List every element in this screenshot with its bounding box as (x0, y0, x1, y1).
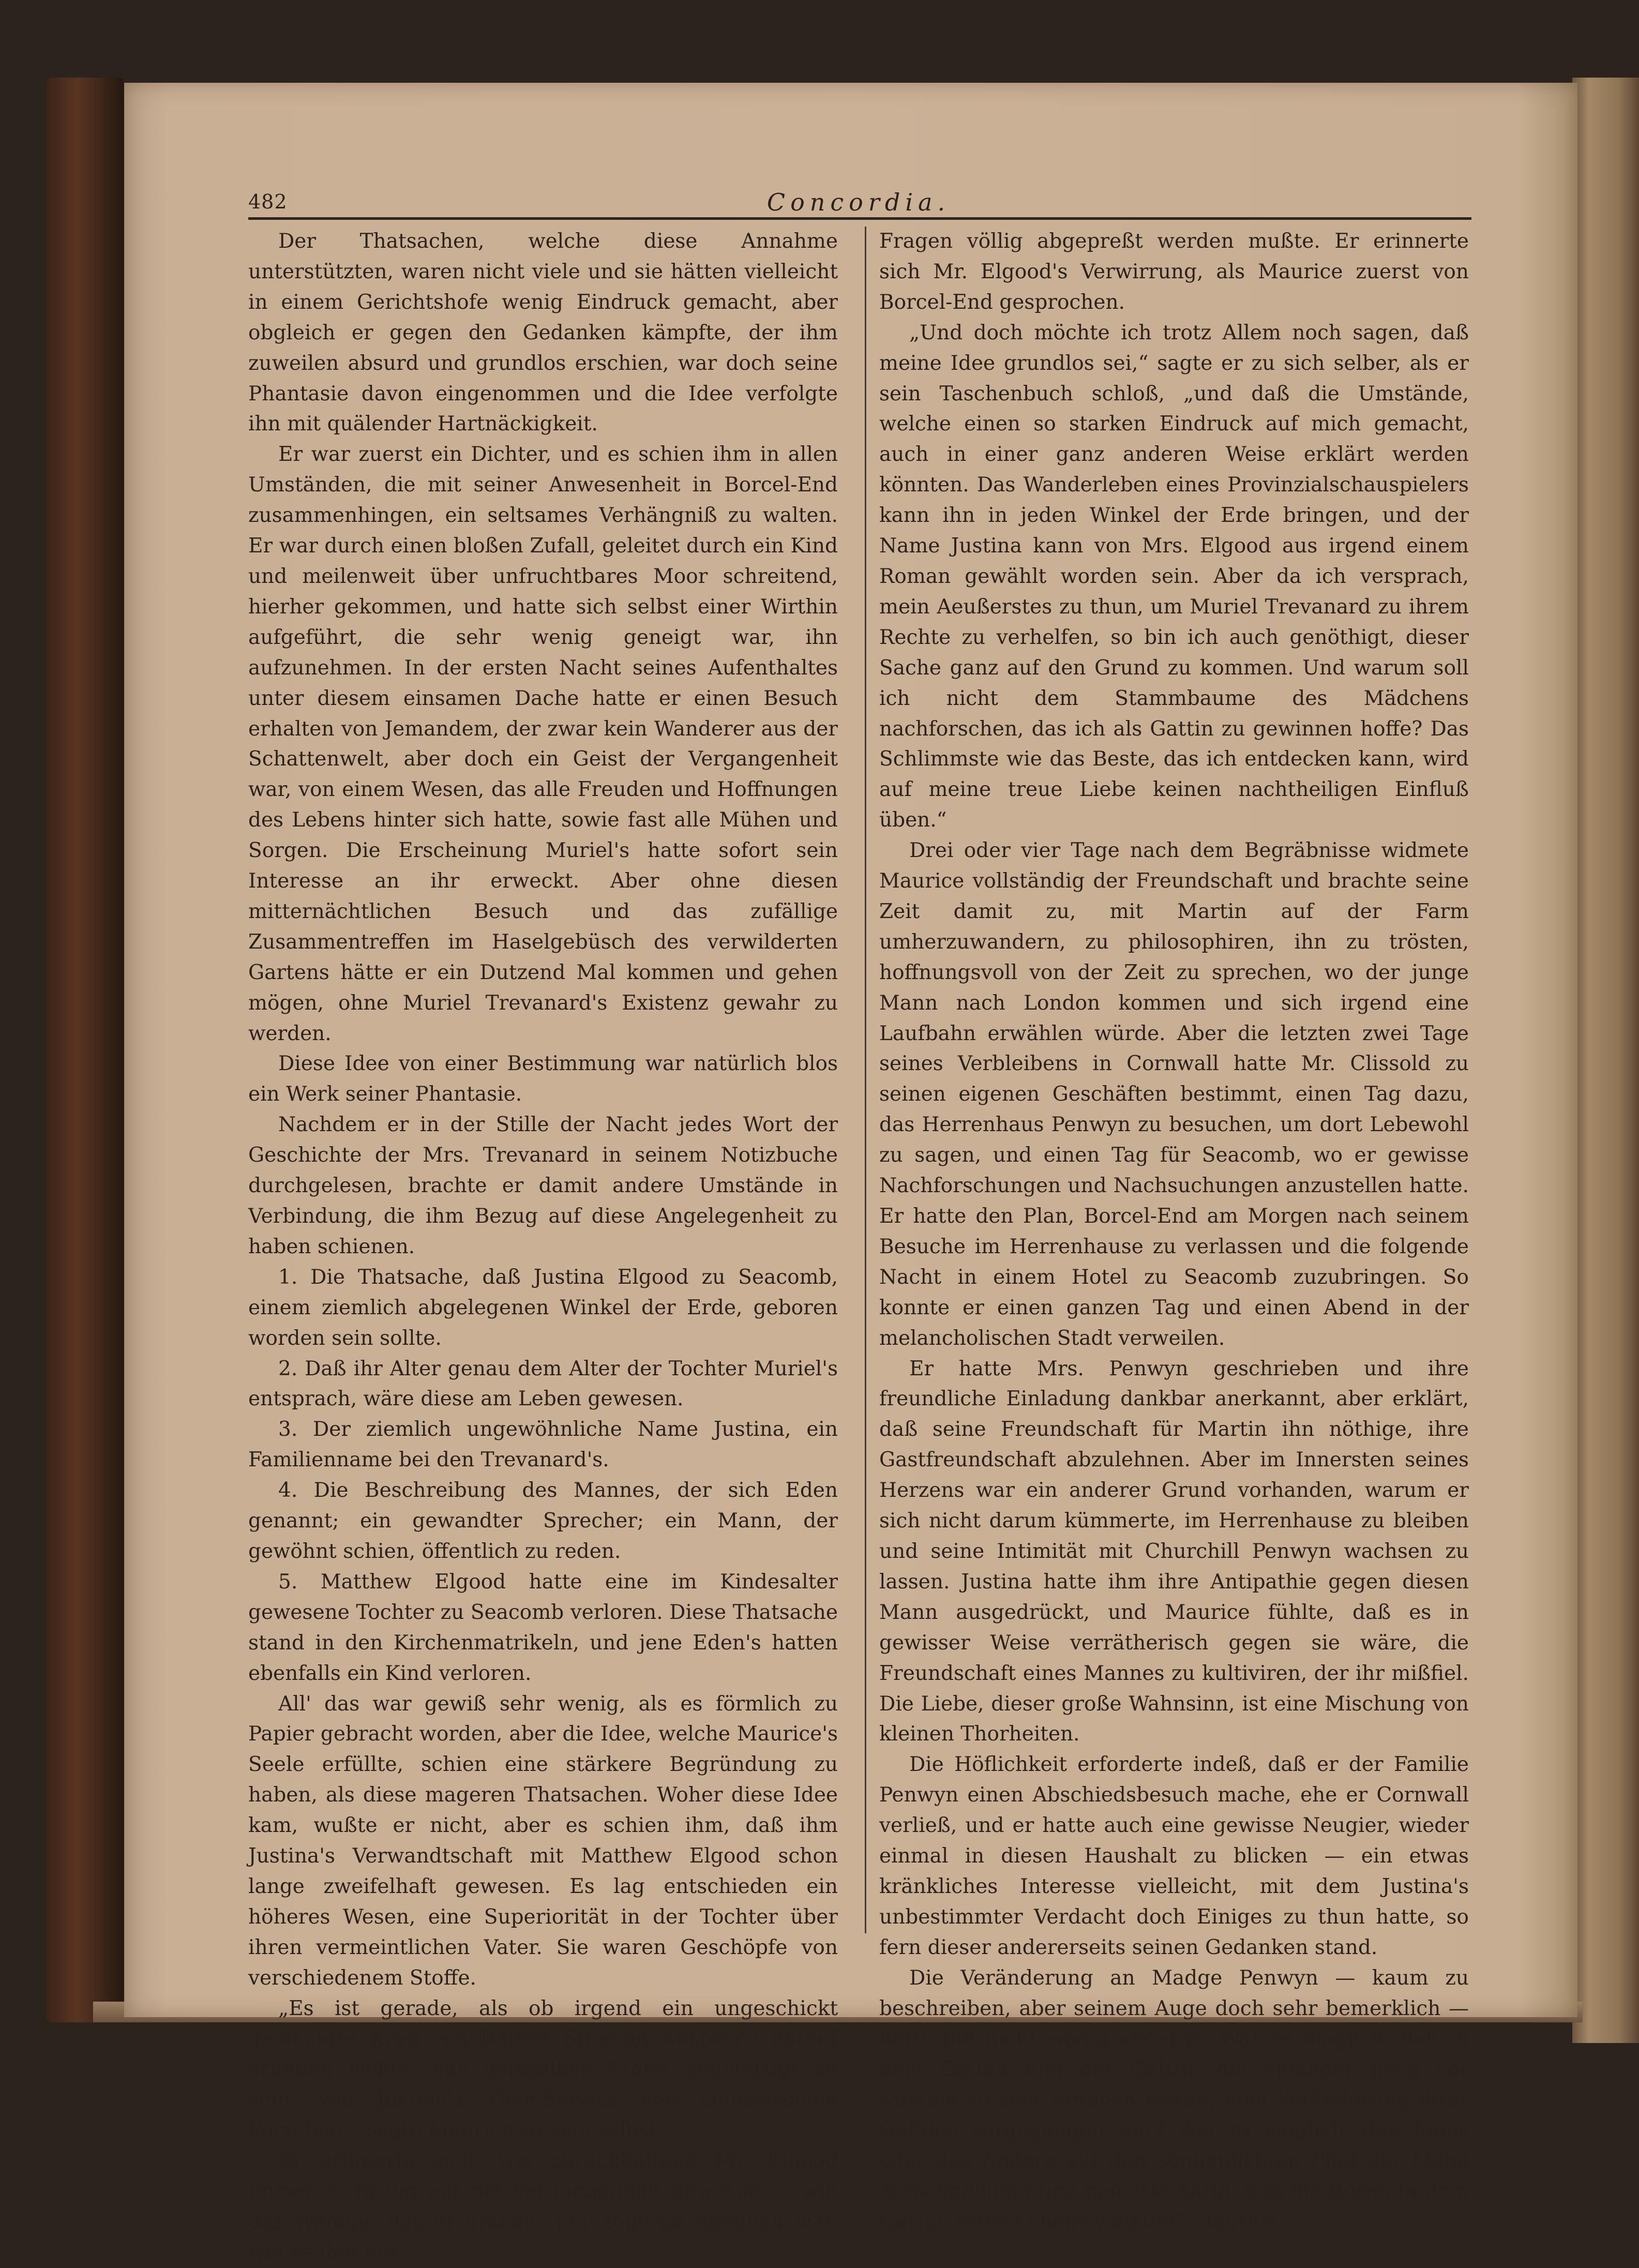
page-number: 482 (248, 190, 288, 213)
paragraph: 5. Matthew Elgood hatte eine im Kindesalter gewesene Tochter zu Seacomb verloren. Diese Thatsache stand in den Kirchenmatrikeln, und jene Eden's hatten ebenfalls ein Kind verloren. (248, 1570, 838, 1685)
book-page-stack-right (1572, 78, 1639, 2043)
paragraph: Diese Idee von einer Bestimmung war natürlich blos ein Werk seiner Phantasie. (248, 1052, 838, 1106)
column-divider (865, 227, 866, 1933)
paragraph: Die Höflichkeit erforderte indeß, daß er der Familie Penwyn einen Abschiedsbesuch mache, ehe er Cornwall verließ, und er hatte auch eine gewisse Neugier, wieder einmal in diesen Haushalt zu blicken — ein etwas kränkliches Interesse vielleicht, mit dem Justina's unbestimmter Verdacht doch Einiges zu thun hatte, so fern dieser andererseits seinen Gedanken stand. (879, 1753, 1469, 1959)
paragraph: Er erinnerte sich, wie zurückhaltend Mr. Elgood immer in Bezug auf die Vergangenheit gewesen — wie das Wenige, das er erzählt, nur zögernd gegeben war, wie es ihm mit (248, 2149, 838, 2264)
paragraph: Nachdem er in der Stille der Nacht jedes Wort der Geschichte der Mrs. Trevanard in seinem Notizbuche durchgelesen, brachte er damit andere Umstände in Verbindung, die ihm Bezug auf diese Angelegenheit zu haben schienen. (248, 1113, 838, 1258)
paragraph: Drei oder vier Tage nach dem Begräbnisse widmete Maurice vollständig der Freundschaft und brachte seine Zeit damit zu, mit Martin auf der Farm umherzuwandern, zu philosophiren, ihn zu trösten, hoffnungsvoll von der Zeit zu sprechen, wo der junge Mann nach London kommen und sich irgend eine Laufbahn erwählen würde. Aber die letzten zwei Tage seines Verbleibens in Cornwall hatte Mr. Clissold zu seinen eigenen Geschäften bestimmt, einen Tag dazu, das Herrenhaus Penwyn zu besuchen, um dort Lebewohl zu sagen, und einen Tag für Seacomb, wo er gewisse Nachforschungen und Nachsuchungen anzustellen hatte. Er hatte den Plan, Borcel-End am Morgen nach seinem Besuche im Herrenhause zu verlassen und die folgende Nacht in einem Hotel zu Seacomb zuzubringen. So konnte er einen ganzen Tag und einen Abend in der melancholischen Stadt verweilen. (879, 839, 1469, 1350)
paragraph: „Und doch möchte ich trotz Allem noch sagen, daß meine Idee grundlos sei,“ sagte er zu sich selber, als er sein Taschenbuch schloß, „und daß die Umstände, welche einen so starken Eindruck auf mich gemacht, auch in einer ganz anderen Weise erklärt werden könnten. Das Wanderleben eines Provinzialschauspielers kann ihn in jeden Winkel der Erde bringen, und der Name Justina kann von Mrs. Elgood aus irgend einem Roman gewählt worden sein. Aber da ich versprach, mein Aeußerstes zu thun, um Muriel Trevanard zu ihrem Rechte zu verhelfen, so bin ich auch genöthigt, dieser Sache ganz auf den Grund zu kommen. Und warum soll ich nicht dem Stammbaume des Mädchens nachforschen, das ich als Gattin zu gewinnen hoffe? Das Schlimmste wie das Beste, das ich entdecken kann, wird auf meine treue Liebe keinen nachtheiligen Einfluß üben.“ (879, 321, 1469, 832)
paragraph: „Es ist gerade, als ob irgend ein ungeschickt gemachter Krug von Delfter Steingut Anspruch darauf erheben wollte, aus demselben Stoffe angefertigt zu sein, wie Justina's Thee-Service von chinesischem Porzellan,“ sagte Maurice zu sich selbst. (248, 1996, 838, 2142)
paragraph: 1. Die Thatsache, daß Justina Elgood zu Seacomb, einem ziemlich abgelegenen Winkel der Erde, geboren worden sein sollte. (248, 1265, 838, 1350)
header-rule (248, 217, 1471, 220)
running-head: Concordia. (766, 188, 951, 216)
paragraph: 2. Daß ihr Alter genau dem Alter der Tochter Muriel's entsprach, wäre diese am Leben gewesen. (248, 1357, 838, 1411)
paragraph: Er war zuerst ein Dichter, und es schien ihm in allen Umständen, die mit seiner Anwesenheit in Borcel-End zusammenhingen, ein seltsames Verhängniß zu walten. Er war durch einen bloßen Zufall, geleitet durch ein Kind und meilenweit über unfruchtbares Moor schreitend, hierher gekommen, und hatte sich selbst einer Wirthin aufgeführt, die sehr wenig geneigt war, ihn aufzunehmen. In der ersten Nacht seines Aufenthaltes unter diesem einsamen Dache hatte er einen Besuch erhalten von Jemandem, der zwar kein Wanderer aus der Schattenwelt, aber doch ein Geist der Vergangenheit war, von einem Wesen, das alle Freuden und Hoffnungen des Lebens hinter sich hatte, sowie fast alle Mühen und Sorgen. Die Erscheinung Muriel's hatte sofort sein Interesse an ihr erweckt. Aber ohne diesen mitternächtlichen Besuch und das zufällige Zusammentreffen im Haselgebüsch des verwilderten Gartens hätte er ein Dutzend Mal kommen und gehen mögen, ohne Muriel Trevanard's Existenz gewahr zu werden. (248, 443, 838, 1045)
paragraph: Fragen völlig abgepreßt werden mußte. Er erinnerte sich Mr. Elgood's Verwirrung, als Maurice zuerst von Borcel-End gesprochen. (879, 230, 1469, 314)
paragraph: Er hatte Mrs. Penwyn geschrieben und ihre freundliche Einladung dankbar anerkannt, aber erklärt, daß seine Freundschaft für Martin ihn nöthige, ihre Gastfreundschaft abzulehnen. Aber im Innersten seines Herzens war ein anderer Grund vorhanden, warum er sich nicht darum kümmerte, im Herrenhause zu bleiben und seine Intimität mit Churchill Penwyn wachsen zu lassen. Justina hatte ihm ihre Antipathie gegen diesen Mann ausgedrückt, und Maurice fühlte, daß es in gewisser Weise verrätherisch gegen sie wäre, die Freundschaft eines Mannes zu kultiviren, der ihr mißfiel. Die Liebe, dieser große Wahnsinn, ist eine Mischung von kleinen Thorheiten. (879, 1357, 1469, 1746)
page-header (248, 186, 1469, 217)
paragraph: 3. Der ziemlich ungewöhnliche Name Justina, ein Familienname bei den Trevanard's. (248, 1418, 838, 1472)
paragraph: 4. Die Beschreibung des Mannes, der sich Eden genannt; ein gewandter Sprecher; ein Mann, der gewöhnt schien, öffentlich zu reden. (248, 1479, 838, 1563)
left-column (248, 227, 838, 2264)
paragraph: Die Veränderung an Madge Penwyn — kaum zu beschreiben, aber seinem Auge doch sehr bemerklich — hatte ihn nicht wenig verwirrt. War es möglich, daß in dem Gatten und der Gattin, die einander noch vor Kurzem so sehr ergeben waren, eine Veränderung ihrer Gefühle vorgegangen war? War es möglich, daß Eines oder das Andere auf den sonnenlichten Pfad der Liebe zurückgeblickt und bemerkt hatte, daß die Rosen in dem Garten ihres Lebens welkten? Maurice (879, 1966, 1469, 2233)
book-cover-left (47, 78, 124, 2022)
paragraph: All' das war gewiß sehr wenig, als es förmlich zu Papier gebracht worden, aber die Idee, welche Maurice's Seele erfüllte, schien eine stärkere Begründung zu haben, als diese mageren Thatsachen. Woher diese Idee kam, wußte er nicht, aber es schien ihm, daß ihm Justina's Verwandtschaft mit Matthew Elgood schon lange zweifelhaft gewesen. Es lag entschieden ein höheres Wesen, eine Superiorität in der Tochter über ihren vermeintlichen Vater. Sie waren Geschöpfe von verschiedenem Stoffe. (248, 1692, 838, 1990)
right-column (879, 227, 1469, 2233)
paragraph: Der Thatsachen, welche diese Annahme unterstützten, waren nicht viele und sie hätten vielleicht in einem Gerichtshofe wenig Eindruck gemacht, aber obgleich er gegen den Gedanken kämpfte, der ihm zuweilen absurd und grundlos erschien, war doch seine Phantasie davon eingenommen und die Idee verfolgte ihn mit quälender Hartnäckigkeit. (248, 230, 838, 436)
